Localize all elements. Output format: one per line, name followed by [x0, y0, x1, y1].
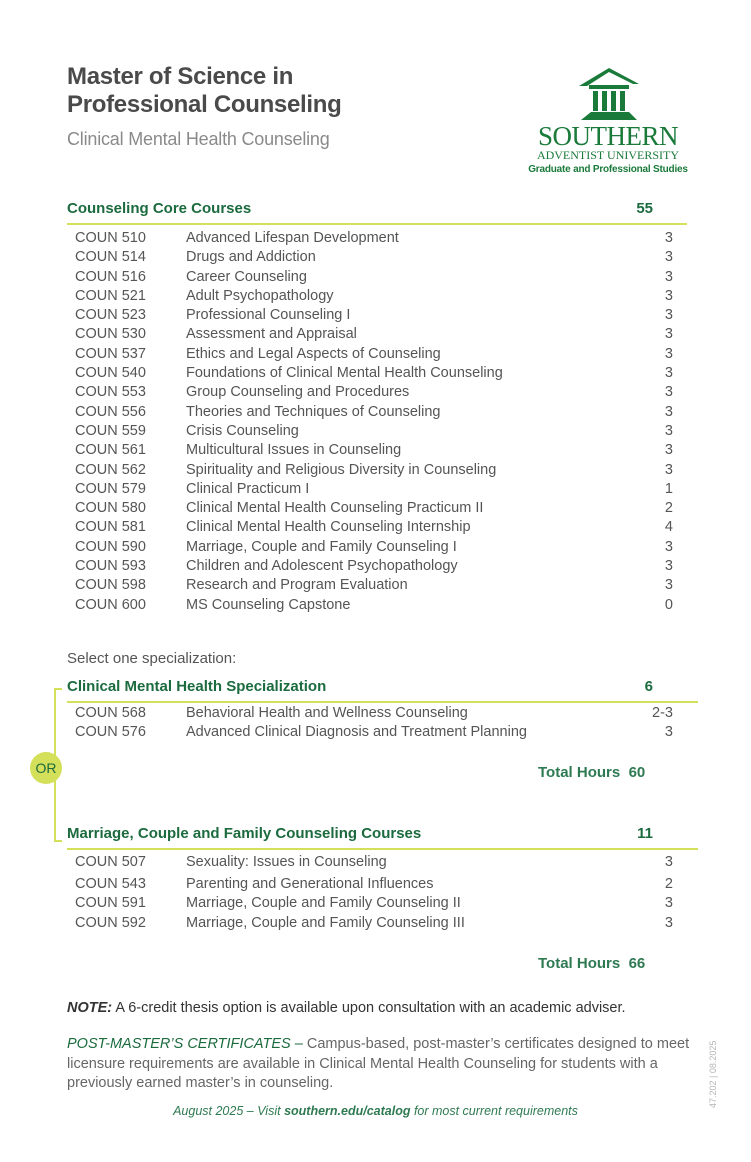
- course-code: COUN 568: [75, 705, 146, 721]
- course-name: Marriage, Couple and Family Counseling II: [186, 895, 461, 912]
- course-code: COUN 540: [75, 365, 146, 382]
- course-credits: 3: [664, 249, 673, 266]
- title-line-1: Master of Science in: [67, 63, 294, 90]
- course-credits: 3: [664, 538, 673, 555]
- course-code: COUN 514: [75, 249, 146, 266]
- course-name: Clinical Practicum I: [186, 480, 310, 497]
- thesis-note: [67, 1000, 626, 1016]
- course-credits: 3: [664, 854, 673, 870]
- course-name: Theories and Techniques of Counseling: [186, 403, 441, 420]
- course-name: MS Counseling Capstone: [186, 596, 351, 613]
- course-code: COUN 510: [75, 230, 146, 246]
- course-row: [75, 248, 673, 267]
- note-label: NOTE:: [67, 1000, 113, 1016]
- course-name: Advanced Lifespan Development: [186, 230, 399, 246]
- course-credits: 3: [664, 365, 673, 382]
- course-row: [75, 268, 673, 287]
- course-name: Behavioral Health and Wellness Counseling: [186, 705, 468, 721]
- course-row: [75, 306, 673, 325]
- mcf-section-credits: 11: [637, 825, 653, 842]
- mcf-section-title: Marriage, Couple and Family Counseling Courses: [67, 825, 422, 842]
- mcf-section-header: [67, 825, 687, 842]
- course-credits: 3: [664, 422, 673, 439]
- course-name: Group Counseling and Procedures: [186, 384, 410, 401]
- building-columns-icon: [573, 66, 643, 122]
- course-row: [75, 345, 673, 364]
- course-name: Parenting and Generational Influences: [186, 876, 434, 892]
- or-badge: OR: [30, 752, 62, 784]
- core-section-credits: 55: [636, 200, 653, 217]
- total-hours-value: 60: [628, 764, 646, 781]
- course-row: [75, 403, 673, 422]
- course-row: [75, 894, 673, 913]
- course-code: COUN 598: [75, 577, 146, 594]
- course-row: [75, 461, 673, 480]
- course-credits: 3: [664, 403, 673, 420]
- course-credits: 3: [664, 558, 673, 575]
- total-hours-label: Total Hours: [538, 764, 621, 781]
- logo-wordmark: SOUTHERN: [537, 121, 678, 151]
- course-credits: 3: [664, 307, 673, 324]
- course-code: COUN 591: [75, 895, 146, 912]
- course-name: Drugs and Addiction: [186, 249, 316, 266]
- course-code: COUN 553: [75, 384, 146, 401]
- course-name: Marriage, Couple and Family Counseling III: [186, 914, 465, 931]
- course-credits: 3: [664, 230, 673, 246]
- course-credits: 4: [664, 519, 673, 536]
- footer-prefix: August 2025 – Visit: [173, 1104, 285, 1118]
- course-code: COUN 523: [75, 307, 146, 324]
- certificates-label: POST-MASTER’S CERTIFICATES –: [67, 1036, 303, 1052]
- course-credits: 3: [664, 345, 673, 362]
- course-credits: 2-3: [652, 705, 673, 721]
- course-code: COUN 590: [75, 538, 146, 555]
- course-name: Clinical Mental Health Counseling Practicum II: [186, 500, 484, 517]
- course-row: [75, 364, 673, 383]
- course-row: [75, 723, 673, 742]
- mcf-divider: [67, 848, 698, 850]
- course-row: [75, 853, 673, 875]
- course-credits: 3: [664, 724, 673, 741]
- course-code: COUN 580: [75, 500, 146, 517]
- course-credits: 3: [664, 442, 673, 459]
- course-code: COUN 543: [75, 876, 146, 892]
- course-name: Clinical Mental Health Counseling Internship: [186, 519, 471, 536]
- course-row: [75, 557, 673, 576]
- course-credits: 3: [664, 384, 673, 401]
- course-credits: 1: [664, 480, 673, 497]
- clinical-section-title: Clinical Mental Health Specialization: [67, 678, 327, 695]
- course-name: Advanced Clinical Diagnosis and Treatment Planning: [186, 724, 527, 741]
- course-credits: 3: [664, 895, 673, 912]
- course-row: [75, 480, 673, 499]
- course-name: Marriage, Couple and Family Counseling I: [186, 538, 457, 555]
- course-name: Multicultural Issues in Counseling: [186, 442, 402, 459]
- course-code: COUN 559: [75, 422, 146, 439]
- course-code: COUN 521: [75, 287, 146, 304]
- clinical-total-hours: [538, 764, 645, 781]
- course-name: Assessment and Appraisal: [186, 326, 357, 343]
- course-row: [75, 441, 673, 460]
- core-section-title: Counseling Core Courses: [67, 200, 252, 217]
- course-code: COUN 507: [75, 854, 146, 870]
- course-row: [75, 325, 673, 344]
- course-code: COUN 556: [75, 403, 146, 420]
- course-credits: 3: [664, 326, 673, 343]
- certificates-text: Campus-based, post-master’s certificates designed to meet licensure requirements are available in Clinical Mental Health Counseling for students with a previously earned master’s in counseling.: [67, 1036, 690, 1091]
- footer-note: [0, 1104, 751, 1118]
- catalog-link[interactable]: southern.edu/catalog: [284, 1104, 411, 1118]
- course-row: [75, 287, 673, 306]
- course-credits: 3: [664, 461, 673, 478]
- course-code: COUN 592: [75, 914, 146, 931]
- course-name: Children and Adolescent Psychopathology: [186, 558, 458, 575]
- course-code: COUN 579: [75, 480, 146, 497]
- total-hours-value: 66: [628, 955, 646, 972]
- course-credits: 3: [664, 577, 673, 594]
- certificates-note: [67, 1035, 697, 1094]
- mcf-course-list: [75, 853, 673, 933]
- total-hours-label: Total Hours: [538, 955, 621, 972]
- core-course-list: [75, 229, 673, 615]
- course-row: [75, 499, 673, 518]
- course-row: [75, 538, 673, 557]
- title-line-2: Professional Counseling: [67, 91, 342, 118]
- clinical-divider: [67, 701, 698, 703]
- course-name: Foundations of Clinical Mental Health Counseling: [186, 365, 503, 382]
- clinical-section-credits: 6: [644, 678, 653, 695]
- course-row: [75, 422, 673, 441]
- course-code: COUN 576: [75, 724, 146, 741]
- course-row: [75, 383, 673, 402]
- course-code: COUN 530: [75, 326, 146, 343]
- course-credits: 0: [664, 596, 673, 613]
- course-name: Crisis Counseling: [186, 422, 299, 439]
- mcf-total-hours: [538, 955, 645, 972]
- clinical-section-header: [67, 678, 687, 695]
- course-code: COUN 593: [75, 558, 146, 575]
- page-title: [67, 63, 341, 119]
- course-code: COUN 581: [75, 519, 146, 536]
- page-subtitle: Clinical Mental Health Counseling: [67, 129, 330, 149]
- course-row: [75, 229, 673, 248]
- document-code: 47.202 | 08.2025: [708, 1040, 718, 1108]
- course-row: [75, 914, 673, 933]
- course-name: Professional Counseling I: [186, 307, 351, 324]
- course-code: COUN 561: [75, 442, 146, 459]
- course-credits: 2: [664, 500, 673, 517]
- select-specialization-label: Select one specialization:: [67, 650, 237, 667]
- course-code: COUN 537: [75, 345, 146, 362]
- course-code: COUN 516: [75, 268, 146, 285]
- course-row: [75, 518, 673, 537]
- course-code: COUN 600: [75, 596, 146, 613]
- course-credits: 3: [664, 287, 673, 304]
- course-credits: 3: [664, 914, 673, 931]
- course-name: Research and Program Evaluation: [186, 577, 408, 594]
- course-row: [75, 576, 673, 595]
- course-name: Adult Psychopathology: [186, 287, 334, 304]
- course-credits: 2: [664, 876, 673, 892]
- course-code: COUN 562: [75, 461, 146, 478]
- course-row: [75, 596, 673, 615]
- course-row: [75, 704, 673, 723]
- university-logo: [528, 66, 688, 178]
- course-name: Career Counseling: [186, 268, 307, 285]
- logo-division: Graduate and Professional Studies: [528, 164, 688, 175]
- core-section-header: [67, 200, 687, 217]
- course-name: Sexuality: Issues in Counseling: [186, 854, 387, 870]
- course-row: [75, 875, 673, 894]
- clinical-course-list: [75, 704, 673, 743]
- course-name: Ethics and Legal Aspects of Counseling: [186, 345, 441, 362]
- footer-suffix: for most current requirements: [410, 1104, 578, 1118]
- course-name: Spirituality and Religious Diversity in Counseling: [186, 461, 497, 478]
- course-credits: 3: [664, 268, 673, 285]
- note-text: A 6-credit thesis option is available upon consultation with an academic adviser.: [112, 1000, 626, 1016]
- core-divider: [67, 223, 687, 225]
- logo-university: ADVENTIST UNIVERSITY: [536, 148, 680, 162]
